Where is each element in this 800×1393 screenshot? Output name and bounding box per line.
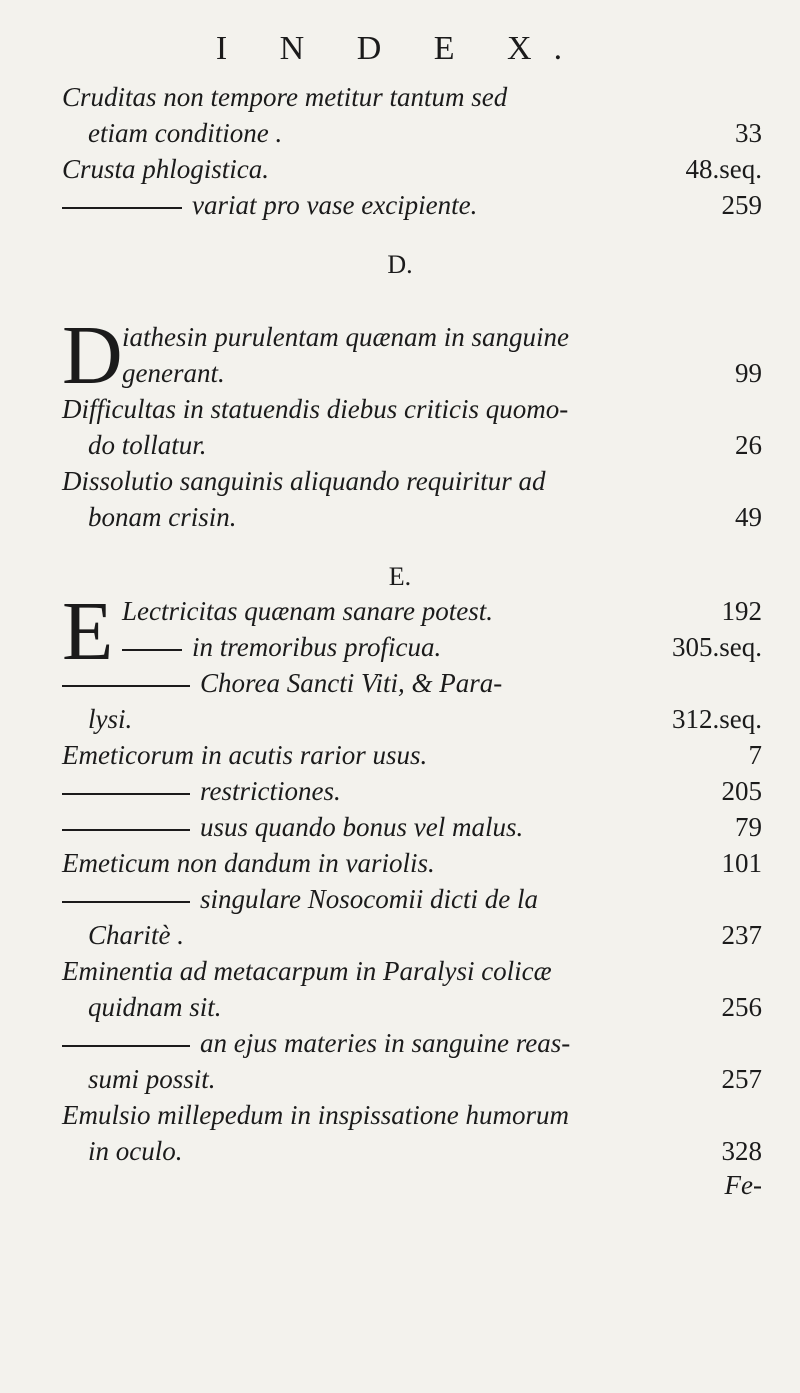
section-letter-d: D. bbox=[387, 250, 413, 279]
page-reference: 312.seq. bbox=[672, 704, 762, 734]
entry-line bbox=[88, 1136, 762, 1172]
ditto-dash bbox=[62, 685, 190, 687]
entry-line bbox=[62, 1028, 762, 1064]
page-reference: 49 bbox=[735, 502, 762, 532]
entry-line bbox=[88, 1064, 762, 1100]
entry-line bbox=[88, 118, 762, 154]
entry-line bbox=[62, 848, 762, 884]
entry-line bbox=[62, 190, 762, 226]
entry-text: Charitè . bbox=[88, 920, 185, 950]
entry-line bbox=[62, 1100, 762, 1136]
entry-text: Cruditas non tempore metitur tantum sed bbox=[62, 82, 508, 112]
entry-text: Dissolutio sanguinis aliquando requiritur ad bbox=[62, 466, 546, 496]
ditto-dash bbox=[62, 793, 190, 795]
entry-line bbox=[62, 740, 762, 776]
entry-text: Difficultas in statuendis diebus criticis quomo- bbox=[62, 394, 569, 424]
page-reference: 259 bbox=[721, 190, 762, 220]
entry-line bbox=[62, 956, 762, 992]
page-header: I N D E X. bbox=[215, 30, 585, 67]
dropcap-e: E bbox=[62, 585, 114, 678]
entry-text: usus quando bonus vel malus. bbox=[200, 812, 524, 842]
page-reference: 7 bbox=[748, 740, 762, 770]
page-reference: 79 bbox=[735, 812, 762, 842]
section-letter-e: E. bbox=[388, 562, 412, 591]
entry-line bbox=[88, 992, 762, 1028]
entry-text: quidnam sit. bbox=[88, 992, 222, 1022]
entry-line bbox=[62, 668, 762, 704]
entry-text: lysi. bbox=[88, 704, 133, 734]
page-reference: 257 bbox=[721, 1064, 762, 1094]
page-reference: 328 bbox=[721, 1136, 762, 1166]
entry-text: Emeticum non dandum in variolis. bbox=[62, 848, 435, 878]
entry-text: in oculo. bbox=[88, 1136, 183, 1166]
entry-text: an ejus materies in sanguine reas- bbox=[200, 1028, 571, 1058]
page-reference: 99 bbox=[735, 358, 762, 388]
entry-line bbox=[62, 812, 762, 848]
entry-line bbox=[122, 358, 762, 394]
ditto-dash bbox=[62, 207, 182, 209]
ditto-dash bbox=[122, 649, 182, 651]
entry-text: variat pro vase excipiente. bbox=[192, 190, 478, 220]
dropcap-d: D bbox=[62, 309, 123, 402]
catchword: Fe- bbox=[724, 1170, 762, 1200]
entry-text: do tollatur. bbox=[88, 430, 207, 460]
entry-line bbox=[88, 502, 762, 538]
entry-text: Crusta phlogistica. bbox=[62, 154, 270, 184]
entry-line bbox=[122, 632, 762, 668]
page-reference: 305.seq. bbox=[672, 632, 762, 662]
entry-line bbox=[62, 776, 762, 812]
entry-text: singulare Nosocomii dicti de la bbox=[200, 884, 538, 914]
ditto-dash bbox=[62, 829, 190, 831]
entry-line bbox=[122, 596, 762, 632]
page-reference: 48.seq. bbox=[685, 154, 762, 184]
entry-text: generant. bbox=[122, 358, 225, 388]
page-reference: 256 bbox=[721, 992, 762, 1022]
page-reference: 192 bbox=[721, 596, 762, 626]
page-reference: 33 bbox=[735, 118, 762, 148]
entry-line bbox=[88, 430, 762, 466]
page-reference: 101 bbox=[721, 848, 762, 878]
page-reference: 26 bbox=[735, 430, 762, 460]
page-reference: 205 bbox=[721, 776, 762, 806]
entry-line bbox=[62, 884, 762, 920]
entry-text: restrictiones. bbox=[200, 776, 341, 806]
entry-text: bonam crisin. bbox=[88, 502, 237, 532]
entry-text: Eminentia ad metacarpum in Paralysi colicæ bbox=[62, 956, 552, 986]
entry-line bbox=[62, 154, 762, 190]
entry-line bbox=[62, 394, 762, 430]
page-reference: 237 bbox=[721, 920, 762, 950]
entry-text: etiam conditione . bbox=[88, 118, 283, 148]
entry-text: Emeticorum in acutis rarior usus. bbox=[62, 740, 428, 770]
entry-line bbox=[122, 322, 762, 358]
entry-line bbox=[62, 82, 762, 118]
entry-text: sumi possit. bbox=[88, 1064, 216, 1094]
entry-line bbox=[88, 704, 762, 740]
entry-line bbox=[62, 466, 762, 502]
entry-text: Emulsio millepedum in inspissatione humorum bbox=[62, 1100, 569, 1130]
entry-text: in tremoribus proficua. bbox=[192, 632, 442, 662]
entry-text: Lectricitas quænam sanare potest. bbox=[122, 596, 493, 626]
entry-text: iathesin purulentam quænam in sanguine bbox=[122, 322, 569, 352]
entry-text: Chorea Sancti Viti, & Para- bbox=[200, 668, 503, 698]
entry-line bbox=[88, 920, 762, 956]
ditto-dash bbox=[62, 901, 190, 903]
ditto-dash bbox=[62, 1045, 190, 1047]
